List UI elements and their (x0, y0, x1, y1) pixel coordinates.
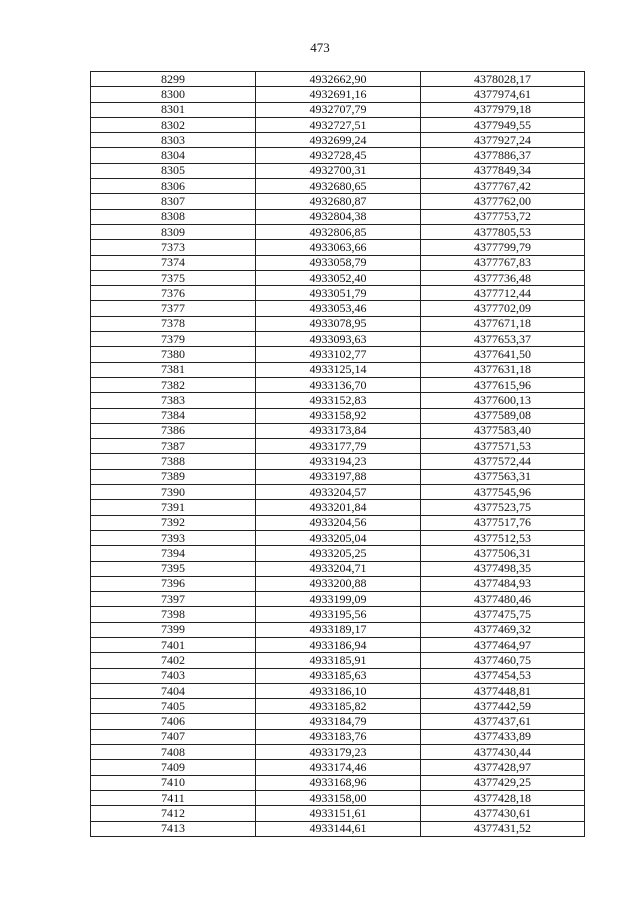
point-number-cell: 7412 (91, 806, 256, 821)
y-coordinate-cell: 4377615,96 (421, 377, 585, 392)
x-coordinate-cell: 4932727,51 (256, 117, 421, 132)
point-number-cell: 7390 (91, 485, 256, 500)
point-number-cell: 7378 (91, 316, 256, 331)
table-row (91, 316, 585, 331)
x-coordinate-cell: 4933152,83 (256, 393, 421, 408)
table-row (91, 87, 585, 102)
y-coordinate-cell: 4377572,44 (421, 454, 585, 469)
x-coordinate-cell: 4932691,16 (256, 87, 421, 102)
coordinates-table (90, 71, 585, 837)
x-coordinate-cell: 4933204,71 (256, 561, 421, 576)
x-coordinate-cell: 4933186,94 (256, 637, 421, 652)
y-coordinate-cell: 4377589,08 (421, 408, 585, 423)
point-number-cell: 8308 (91, 209, 256, 224)
table-row (91, 637, 585, 652)
point-number-cell: 8306 (91, 179, 256, 194)
y-coordinate-cell: 4377428,97 (421, 760, 585, 775)
point-number-cell: 7377 (91, 301, 256, 316)
table-row (91, 714, 585, 729)
x-coordinate-cell: 4933199,09 (256, 592, 421, 607)
point-number-cell: 8300 (91, 87, 256, 102)
x-coordinate-cell: 4933184,79 (256, 714, 421, 729)
y-coordinate-cell: 4377563,31 (421, 469, 585, 484)
point-number-cell: 7373 (91, 240, 256, 255)
table-row (91, 821, 585, 836)
table-row (91, 592, 585, 607)
x-coordinate-cell: 4933177,79 (256, 439, 421, 454)
table-row (91, 117, 585, 132)
table-row (91, 546, 585, 561)
y-coordinate-cell: 4377433,89 (421, 729, 585, 744)
x-coordinate-cell: 4933052,40 (256, 270, 421, 285)
y-coordinate-cell: 4377429,25 (421, 775, 585, 790)
point-number-cell: 7384 (91, 408, 256, 423)
point-number-cell: 7405 (91, 699, 256, 714)
point-number-cell: 7397 (91, 592, 256, 607)
x-coordinate-cell: 4932662,90 (256, 72, 421, 87)
y-coordinate-cell: 4377849,34 (421, 163, 585, 178)
y-coordinate-cell: 4377523,75 (421, 500, 585, 515)
table-row (91, 668, 585, 683)
y-coordinate-cell: 4377600,13 (421, 393, 585, 408)
point-number-cell: 8299 (91, 72, 256, 87)
x-coordinate-cell: 4932804,38 (256, 209, 421, 224)
x-coordinate-cell: 4933053,46 (256, 301, 421, 316)
y-coordinate-cell: 4377428,18 (421, 790, 585, 805)
x-coordinate-cell: 4932806,85 (256, 224, 421, 239)
table-row (91, 362, 585, 377)
point-number-cell: 7374 (91, 255, 256, 270)
x-coordinate-cell: 4933195,56 (256, 607, 421, 622)
table-row (91, 393, 585, 408)
table-row (91, 530, 585, 545)
table-row (91, 148, 585, 163)
y-coordinate-cell: 4377571,53 (421, 439, 585, 454)
x-coordinate-cell: 4933185,91 (256, 653, 421, 668)
y-coordinate-cell: 4377927,24 (421, 133, 585, 148)
y-coordinate-cell: 4377702,09 (421, 301, 585, 316)
table-row (91, 699, 585, 714)
point-number-cell: 7389 (91, 469, 256, 484)
point-number-cell: 7413 (91, 821, 256, 836)
point-number-cell: 7382 (91, 377, 256, 392)
point-number-cell: 7404 (91, 683, 256, 698)
table-row (91, 622, 585, 637)
x-coordinate-cell: 4933205,25 (256, 546, 421, 561)
y-coordinate-cell: 4377454,53 (421, 668, 585, 683)
y-coordinate-cell: 4377974,61 (421, 87, 585, 102)
x-coordinate-cell: 4933051,79 (256, 286, 421, 301)
coordinates-table-body (91, 72, 585, 837)
y-coordinate-cell: 4377484,93 (421, 576, 585, 591)
x-coordinate-cell: 4933058,79 (256, 255, 421, 270)
point-number-cell: 7383 (91, 393, 256, 408)
x-coordinate-cell: 4933173,84 (256, 423, 421, 438)
point-number-cell: 7411 (91, 790, 256, 805)
point-number-cell: 8309 (91, 224, 256, 239)
table-row (91, 224, 585, 239)
point-number-cell: 8301 (91, 102, 256, 117)
y-coordinate-cell: 4377799,79 (421, 240, 585, 255)
y-coordinate-cell: 4377512,53 (421, 530, 585, 545)
x-coordinate-cell: 4933183,76 (256, 729, 421, 744)
y-coordinate-cell: 4377431,52 (421, 821, 585, 836)
x-coordinate-cell: 4933144,61 (256, 821, 421, 836)
table-row (91, 607, 585, 622)
x-coordinate-cell: 4933189,17 (256, 622, 421, 637)
table-row (91, 332, 585, 347)
table-row (91, 133, 585, 148)
x-coordinate-cell: 4932680,65 (256, 179, 421, 194)
y-coordinate-cell: 4377448,81 (421, 683, 585, 698)
point-number-cell: 7376 (91, 286, 256, 301)
table-row (91, 515, 585, 530)
x-coordinate-cell: 4933186,10 (256, 683, 421, 698)
y-coordinate-cell: 4377480,46 (421, 592, 585, 607)
table-row (91, 485, 585, 500)
point-number-cell: 7402 (91, 653, 256, 668)
point-number-cell: 7380 (91, 347, 256, 362)
table-row (91, 790, 585, 805)
y-coordinate-cell: 4377671,18 (421, 316, 585, 331)
table-row (91, 561, 585, 576)
x-coordinate-cell: 4933200,88 (256, 576, 421, 591)
point-number-cell: 7401 (91, 637, 256, 652)
point-number-cell: 7406 (91, 714, 256, 729)
table-row (91, 408, 585, 423)
table-row (91, 745, 585, 760)
x-coordinate-cell: 4933078,95 (256, 316, 421, 331)
x-coordinate-cell: 4933205,04 (256, 530, 421, 545)
point-number-cell: 7408 (91, 745, 256, 760)
point-number-cell: 8303 (91, 133, 256, 148)
point-number-cell: 7399 (91, 622, 256, 637)
point-number-cell: 7409 (91, 760, 256, 775)
table-row (91, 500, 585, 515)
x-coordinate-cell: 4933197,88 (256, 469, 421, 484)
x-coordinate-cell: 4932699,24 (256, 133, 421, 148)
page-number: 473 (310, 40, 330, 55)
y-coordinate-cell: 4377475,75 (421, 607, 585, 622)
x-coordinate-cell: 4933179,23 (256, 745, 421, 760)
x-coordinate-cell: 4933102,77 (256, 347, 421, 362)
table-row (91, 179, 585, 194)
point-number-cell: 8302 (91, 117, 256, 132)
table-row (91, 653, 585, 668)
point-number-cell: 7381 (91, 362, 256, 377)
point-number-cell: 7394 (91, 546, 256, 561)
point-number-cell: 7393 (91, 530, 256, 545)
point-number-cell: 7388 (91, 454, 256, 469)
table-row (91, 194, 585, 209)
x-coordinate-cell: 4933185,63 (256, 668, 421, 683)
table-row (91, 454, 585, 469)
y-coordinate-cell: 4378028,17 (421, 72, 585, 87)
y-coordinate-cell: 4377762,00 (421, 194, 585, 209)
table-row (91, 209, 585, 224)
y-coordinate-cell: 4377442,59 (421, 699, 585, 714)
x-coordinate-cell: 4933204,57 (256, 485, 421, 500)
x-coordinate-cell: 4933093,63 (256, 332, 421, 347)
point-number-cell: 7386 (91, 423, 256, 438)
point-number-cell: 8305 (91, 163, 256, 178)
point-number-cell: 7410 (91, 775, 256, 790)
point-number-cell: 7391 (91, 500, 256, 515)
y-coordinate-cell: 4377641,50 (421, 347, 585, 362)
point-number-cell: 7395 (91, 561, 256, 576)
y-coordinate-cell: 4377430,61 (421, 806, 585, 821)
x-coordinate-cell: 4932707,79 (256, 102, 421, 117)
y-coordinate-cell: 4377460,75 (421, 653, 585, 668)
point-number-cell: 8304 (91, 148, 256, 163)
x-coordinate-cell: 4933158,92 (256, 408, 421, 423)
point-number-cell: 7403 (91, 668, 256, 683)
table-row (91, 270, 585, 285)
y-coordinate-cell: 4377979,18 (421, 102, 585, 117)
y-coordinate-cell: 4377767,42 (421, 179, 585, 194)
y-coordinate-cell: 4377545,96 (421, 485, 585, 500)
point-number-cell: 7407 (91, 729, 256, 744)
y-coordinate-cell: 4377805,53 (421, 224, 585, 239)
x-coordinate-cell: 4933136,70 (256, 377, 421, 392)
point-number-cell: 7392 (91, 515, 256, 530)
point-number-cell: 7387 (91, 439, 256, 454)
x-coordinate-cell: 4933151,61 (256, 806, 421, 821)
x-coordinate-cell: 4933174,46 (256, 760, 421, 775)
table-row (91, 806, 585, 821)
table-row (91, 576, 585, 591)
table-row (91, 240, 585, 255)
x-coordinate-cell: 4933168,96 (256, 775, 421, 790)
y-coordinate-cell: 4377736,48 (421, 270, 585, 285)
x-coordinate-cell: 4933125,14 (256, 362, 421, 377)
table-row (91, 423, 585, 438)
x-coordinate-cell: 4932728,45 (256, 148, 421, 163)
table-row (91, 775, 585, 790)
y-coordinate-cell: 4377469,32 (421, 622, 585, 637)
y-coordinate-cell: 4377517,76 (421, 515, 585, 530)
table-row (91, 163, 585, 178)
table-row (91, 439, 585, 454)
y-coordinate-cell: 4377949,55 (421, 117, 585, 132)
table-row (91, 347, 585, 362)
y-coordinate-cell: 4377437,61 (421, 714, 585, 729)
table-row (91, 301, 585, 316)
table-row (91, 377, 585, 392)
y-coordinate-cell: 4377767,83 (421, 255, 585, 270)
y-coordinate-cell: 4377506,31 (421, 546, 585, 561)
x-coordinate-cell: 4933185,82 (256, 699, 421, 714)
table-row (91, 469, 585, 484)
table-row (91, 255, 585, 270)
x-coordinate-cell: 4933201,84 (256, 500, 421, 515)
point-number-cell: 7396 (91, 576, 256, 591)
y-coordinate-cell: 4377631,18 (421, 362, 585, 377)
y-coordinate-cell: 4377430,44 (421, 745, 585, 760)
y-coordinate-cell: 4377712,44 (421, 286, 585, 301)
y-coordinate-cell: 4377886,37 (421, 148, 585, 163)
x-coordinate-cell: 4933204,56 (256, 515, 421, 530)
y-coordinate-cell: 4377498,35 (421, 561, 585, 576)
x-coordinate-cell: 4933158,00 (256, 790, 421, 805)
table-row (91, 760, 585, 775)
point-number-cell: 7379 (91, 332, 256, 347)
table-row (91, 729, 585, 744)
table-row (91, 286, 585, 301)
table-row (91, 102, 585, 117)
point-number-cell: 8307 (91, 194, 256, 209)
y-coordinate-cell: 4377653,37 (421, 332, 585, 347)
y-coordinate-cell: 4377464,97 (421, 637, 585, 652)
x-coordinate-cell: 4933194,23 (256, 454, 421, 469)
point-number-cell: 7375 (91, 270, 256, 285)
x-coordinate-cell: 4933063,66 (256, 240, 421, 255)
y-coordinate-cell: 4377753,72 (421, 209, 585, 224)
table-row (91, 72, 585, 87)
y-coordinate-cell: 4377583,40 (421, 423, 585, 438)
table-row (91, 683, 585, 698)
point-number-cell: 7398 (91, 607, 256, 622)
x-coordinate-cell: 4932700,31 (256, 163, 421, 178)
x-coordinate-cell: 4932680,87 (256, 194, 421, 209)
